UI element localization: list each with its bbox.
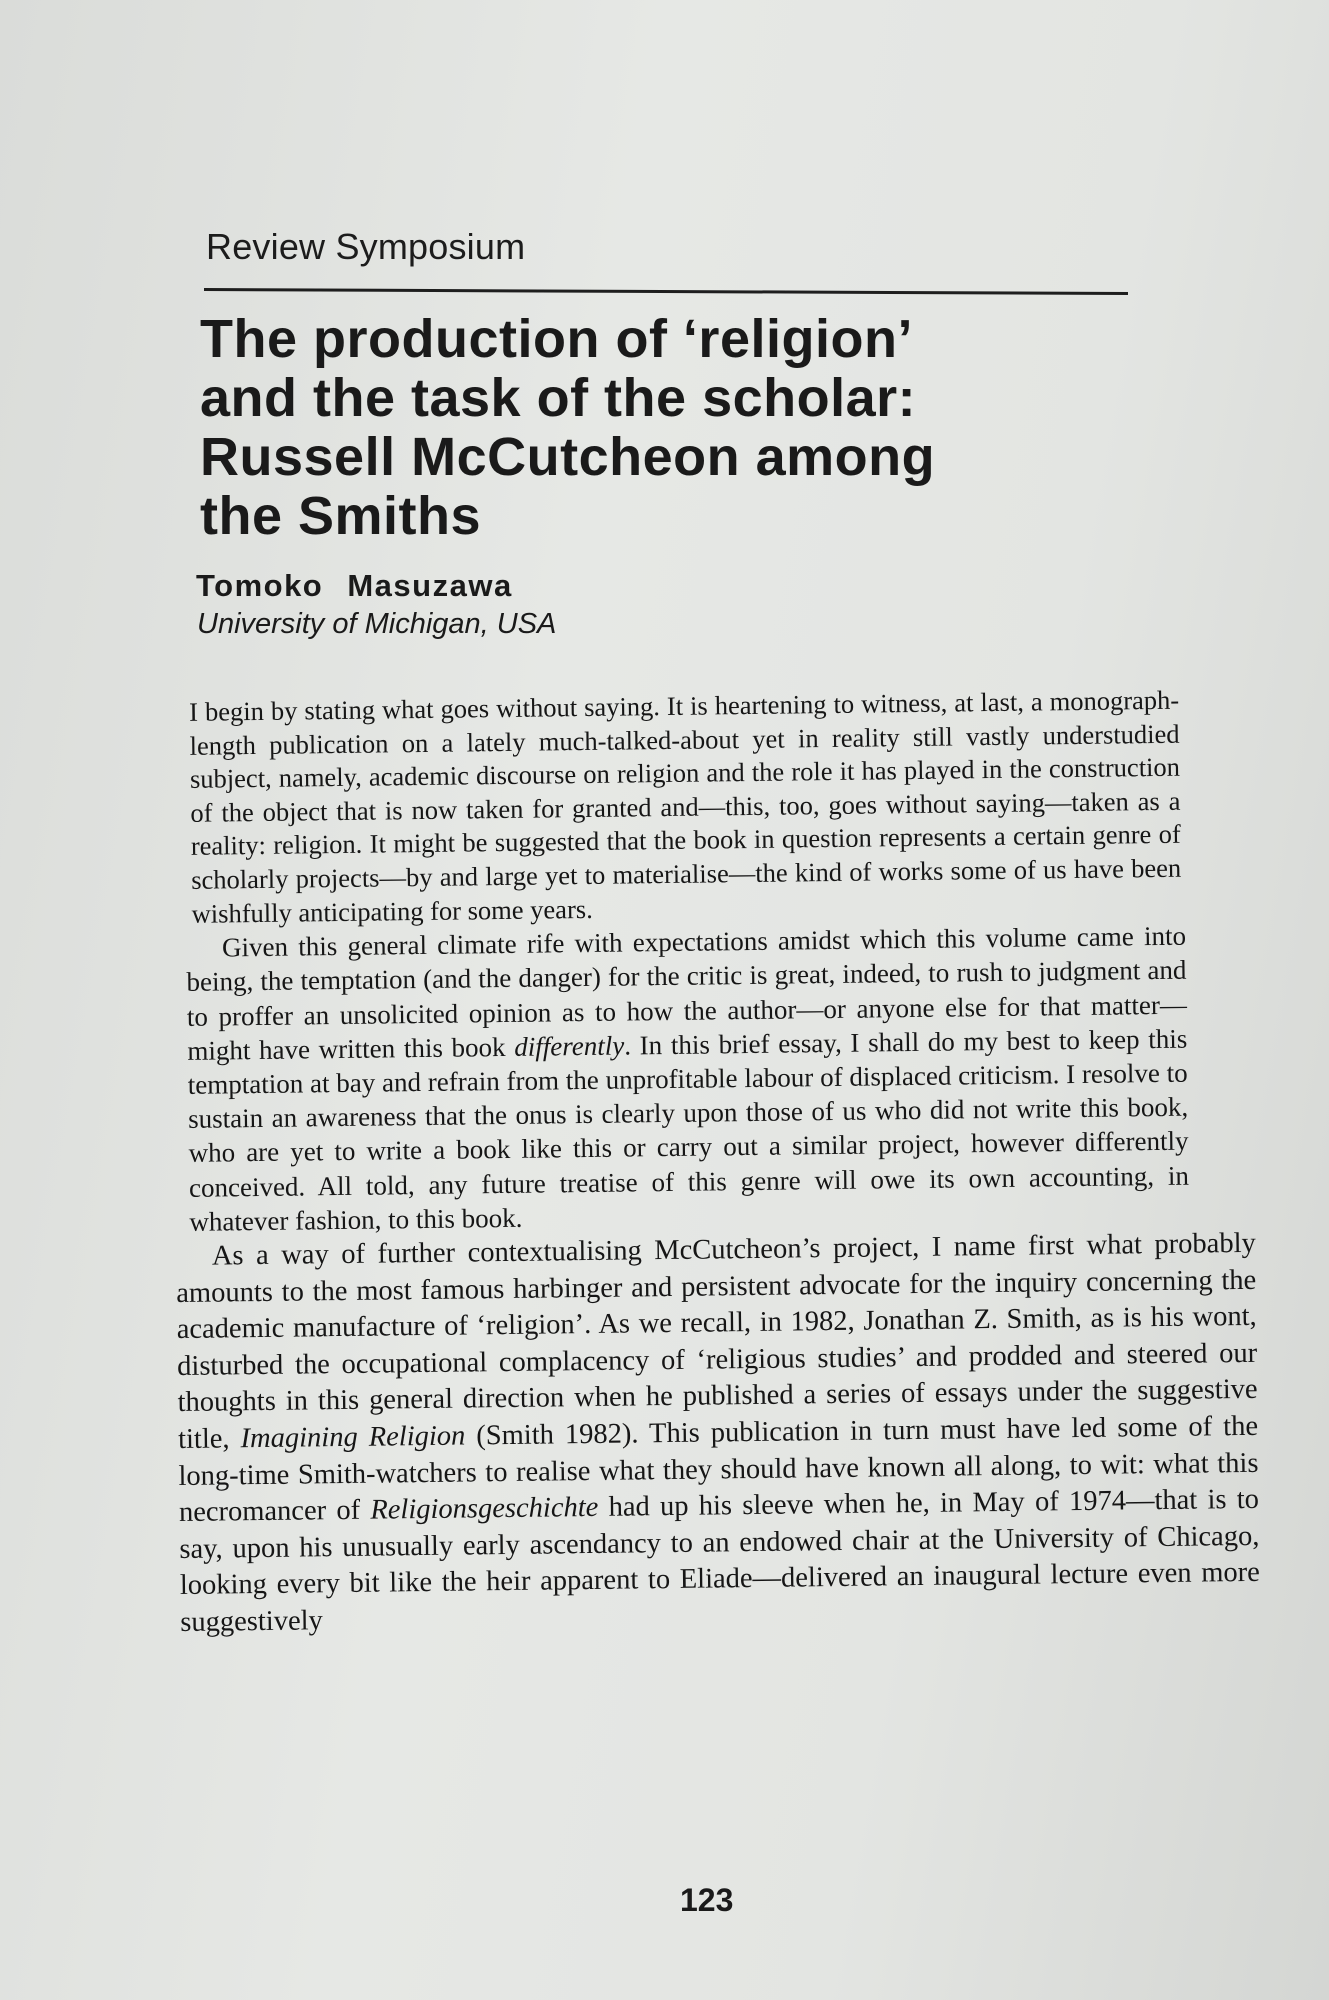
paragraph-2-text: Given this general climate rife with expectations amidst which this volume came into being, the temptation (and the danger) for the critic is great, indeed, to rush to judgment and to proffer an unsolicited opinion as to how the author—or anyone else for that matter—might have written this book [186,920,1188,1066]
article-body [175,683,1260,1641]
paragraph-3-text-end: had up his sleeve when he, in May of 1974—that is to say, upon his unusually early ascendancy to an endowed chair at the University of Chicago, looking every bit like the heir apparent to Eliade—delivered an inaugural lecture even more suggestively [179,1483,1260,1638]
section-label: Review Symposium [206,226,526,267]
page-number: 123 [680,1882,734,1918]
term-religionsgeschichte: Religionsgeschichte [370,1492,599,1526]
book-title-imagining-religion: Imagining Religion [240,1420,466,1455]
paragraph-3 [176,1226,1261,1642]
emphasis-differently: differently [514,1030,625,1062]
paragraph-3-text-mid: (Smith 1982). This publication in turn must have led some of the long-time Smith-watchers to realise what they should have known all along, to wit: what this necromancer of [178,1410,1259,1529]
paragraph-2-text-end: . In this brief essay, I shall do my best to keep this temptation at bay and refrain from the unprofitable labour of displaced criticism. I resolve to sustain an awareness that the onus is clearly upon those of us who did not write this book, who are yet to write a book like this or carry out a similar project, however differently conceived. All told, any future treatise of this genre will owe its own accounting, in whatever fashion, to this book. [187,1023,1190,1237]
paragraph-3-text: As a way of further contextualising McCutcheon’s project, I name first what probably amounts to the most famous harbinger and persistent advocate for the inquiry concerning the academic manufacture of ‘religion’. As we recall, in 1982, Jonathan Z. Smith, as is his wont, disturbed the occupational complacency of ‘religious studies’ and prodded and steered our thoughts in this general direction when he published a series of essays under the suggestive title, [176,1227,1258,1455]
author-affiliation: University of Michigan, USA [197,608,557,640]
title-line: Russell McCutcheon among [200,427,936,487]
paragraph-1: I begin by stating what goes without saying. It is heartening to witness, at last, a monograph-length publication on a lately much-talked-about yet in reality still vastly understudied subject, namely, academic discourse on religion and the role it has played in the construction of the object that is now taken for granted and—this, too, goes without saying—taken as a reality: religion. It might be suggested that the book in question represents a certain genre of scholarly projects—by and large yet to materialise—the kind of works some of us have been wishfully anticipating for some years. [189,684,1182,929]
header-rule [204,288,1128,295]
title-line: the Smiths [200,486,482,546]
paragraph-2 [186,919,1190,1239]
article-title [200,310,1100,546]
title-line: The production of ‘religion’ [200,309,913,369]
title-line: and the task of the scholar: [200,368,917,428]
author-name: Tomoko Masuzawa [196,568,513,603]
